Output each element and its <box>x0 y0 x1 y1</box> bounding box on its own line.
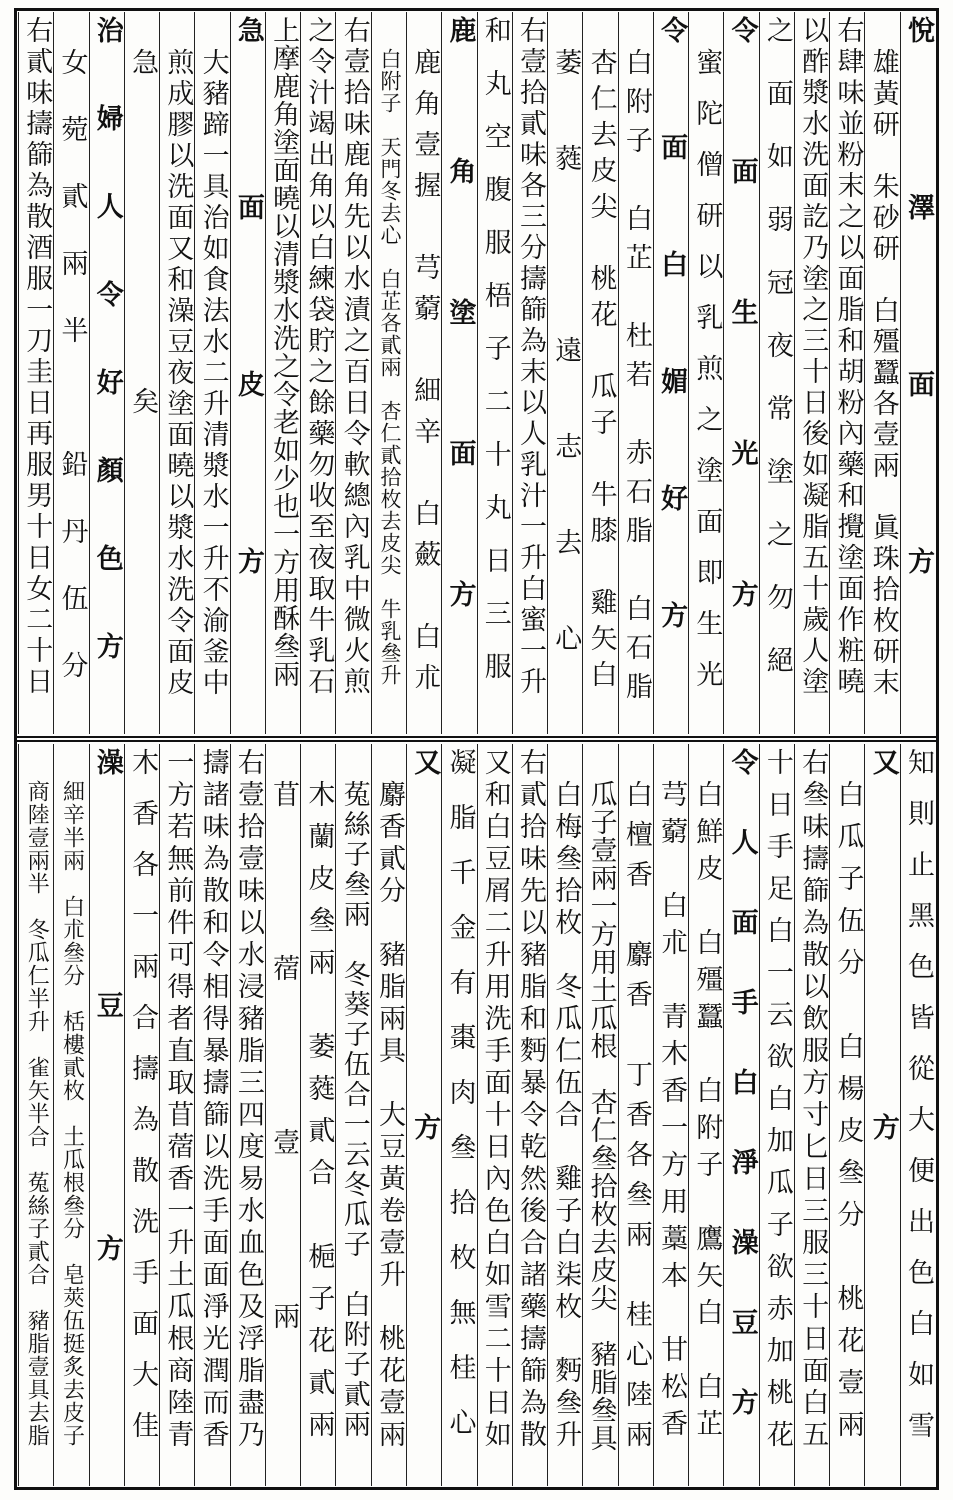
lower-column <box>477 744 512 1486</box>
recipe-text: 白瓜子伍分 白楊皮叄分 桃花壹兩 <box>832 780 864 1452</box>
recipe-text: 鹿角壹握 芎藭 細辛 白蘞 白朮 <box>409 48 441 704</box>
upper-column <box>124 12 159 734</box>
lower-column <box>194 744 229 1486</box>
recipe-text: 木香各一兩合擣為散洗手面大佳 <box>127 748 159 1462</box>
upper-column <box>829 12 864 734</box>
lower-column <box>441 744 476 1486</box>
upper-column <box>477 12 512 734</box>
recipe-title: 澡豆方 <box>91 748 123 1477</box>
lower-column <box>371 744 406 1486</box>
lower-column <box>124 744 159 1486</box>
lower-column <box>582 744 617 1486</box>
lower-column <box>759 744 794 1486</box>
lower-column <box>512 744 547 1486</box>
recipe-text: 凝脂千金有棗肉叄拾枚無桂心 <box>444 748 476 1463</box>
upper-column <box>723 12 758 734</box>
lower-column <box>794 744 829 1486</box>
upper-column <box>900 12 935 734</box>
recipe-text: 白附子 天門冬去心 白芷各貳兩 杏仁貳拾枚去皮尖 牛乳叄升 <box>377 48 402 686</box>
half-divider <box>14 736 939 742</box>
recipe-title: 鹿角塗面方 <box>444 16 476 721</box>
upper-column <box>371 12 406 734</box>
lower-column <box>159 744 194 1486</box>
recipe-text: 右壹拾味鹿角先以水漬之百日令軟總內乳中微火煎 <box>338 16 370 698</box>
recipe-text: 女菀貳兩半 鉛丹伍分 <box>56 48 88 718</box>
recipe-text: 一方若無前件可得者直取苜蓿香一升土瓜根商陸青 <box>162 748 194 1452</box>
lower-column <box>829 744 864 1486</box>
upper-column <box>53 12 88 734</box>
lower-column <box>406 744 441 1486</box>
recipe-text: 和丸空腹服梧子二十丸日三服 <box>479 16 511 705</box>
lower-column <box>335 744 370 1486</box>
lower-column <box>618 744 653 1486</box>
upper-column <box>18 12 53 734</box>
recipe-title: 又方 <box>409 748 441 1478</box>
lower-column <box>688 744 723 1486</box>
lower-column <box>900 744 935 1486</box>
lower-column <box>230 744 265 1486</box>
recipe-text: 芎藭 白朮 青木香一方用藁本 甘松香 <box>656 780 688 1446</box>
recipe-text: 麝香貳分 豬脂兩具 大豆黃卷壹升 桃花壹兩 <box>373 780 405 1452</box>
lower-column <box>18 744 53 1486</box>
lower-column <box>53 744 88 1486</box>
upper-column <box>547 12 582 734</box>
upper-column <box>89 12 124 734</box>
recipe-title: 又方 <box>867 748 899 1478</box>
recipe-text: 右壹拾壹味以水浸豬脂三四度易水血色及浮脂盡乃 <box>232 748 264 1452</box>
upper-column <box>794 12 829 734</box>
upper-column <box>653 12 688 734</box>
recipe-text: 商陸壹兩半 冬瓜仁半升 雀矢半合 菟絲子貳合 豬脂壹具去脂 <box>24 780 50 1447</box>
recipe-text: 白檀香 麝香 丁香各叄兩 桂心陸兩 <box>620 780 652 1460</box>
recipe-text: 蜜陀僧研以乳煎之塗面即生光 <box>691 48 723 711</box>
lower-column <box>723 744 758 1486</box>
recipe-text: 白鮮皮 白殭蠶 白附子 鷹矢白 白芷 <box>691 780 723 1446</box>
recipe-text: 以酢漿水洗面訖乃塗之三十日後如凝脂五十歲人塗 <box>797 16 829 698</box>
upper-half-page <box>18 12 935 734</box>
upper-column <box>406 12 441 734</box>
recipe-text: 右貳拾味先以豬脂和麪暴令乾然後合諸藥擣篩為散 <box>515 748 547 1452</box>
recipe-text: 菟絲子叄兩 冬葵子伍合一云冬瓜子 白附子貳兩 <box>338 780 370 1440</box>
upper-column <box>159 12 194 734</box>
recipe-text: 雄黃研 朱砂研 白殭蠶各壹兩 眞珠拾枚研末 <box>867 48 899 699</box>
upper-column <box>759 12 794 734</box>
recipe-text: 木蘭皮叄兩 萎蕤貳合 梔子花貳兩 <box>303 780 335 1452</box>
upper-column <box>300 12 335 734</box>
recipe-text: 又和白豆屑二升用洗手面十日內色白如雪二十日如 <box>479 748 511 1452</box>
upper-column <box>512 12 547 734</box>
lower-column <box>547 744 582 1486</box>
recipe-title: 急面皮方 <box>232 16 264 724</box>
recipe-text: 十日手足白一云欲白加瓜子欲赤加桃花 <box>761 748 793 1462</box>
lower-column <box>864 744 899 1486</box>
recipe-title: 悅澤面方 <box>902 16 934 724</box>
recipe-text: 煎成膠以洗面又和澡豆夜塗面曉以漿水洗令面皮 <box>162 48 194 699</box>
lower-column <box>89 744 124 1486</box>
recipe-text: 右貳味擣篩為散酒服一刀圭日再服男十日女二十日 <box>21 16 53 698</box>
upper-column <box>688 12 723 734</box>
recipe-title: 令面白媚好方 <box>656 16 688 718</box>
upper-column <box>265 12 300 734</box>
lower-column <box>653 744 688 1486</box>
recipe-text: 急矣 <box>127 48 159 726</box>
recipe-text: 白梅叄拾枚 冬瓜仁伍合 雞子白柒枚 麪叄升 <box>550 780 582 1452</box>
recipe-title: 令人面手白淨澡豆方 <box>726 748 758 1468</box>
recipe-text: 大豬蹄一具治如食法水二升清漿水一升不渝釜中 <box>197 48 229 699</box>
lower-column <box>300 744 335 1486</box>
lower-column <box>265 744 300 1486</box>
recipe-text: 上摩鹿角塗面曉以清漿水洗之令老如少也一方用酥叄兩 <box>268 16 300 688</box>
recipe-text: 右叄味擣篩為散以飲服方寸匕日三服三十日面白五 <box>797 748 829 1452</box>
recipe-text: 萎蕤 遠志去心 <box>550 48 582 720</box>
recipe-text: 細辛半兩 白朮叄分 栝樓貳枚 土瓜根叄分 皂莢伍挺炙去皮子 <box>59 780 85 1447</box>
recipe-text: 白附子 白芷 杜若 赤石脂 白石脂 <box>620 48 652 711</box>
recipe-text: 苜蓿壹兩 <box>268 780 300 1476</box>
recipe-title: 治婦人令好顏色方 <box>91 16 123 720</box>
recipe-text: 之令汁竭出角以白練袋貯之餘藥勿收至夜取牛乳石 <box>303 16 335 698</box>
recipe-title: 令面生光方 <box>726 16 758 721</box>
recipe-text: 杏仁去皮尖 桃花 瓜子 牛膝 雞矢白 <box>585 48 617 696</box>
lower-half-page <box>18 744 935 1486</box>
recipe-text: 右壹拾貳味各三分擣篩為末以人乳汁一升白蜜一升 <box>515 16 547 698</box>
upper-column <box>582 12 617 734</box>
recipe-text: 瓜子壹兩一方用土瓜根 杏仁叄拾枚去皮尖 豬脂叄具 <box>585 780 617 1452</box>
upper-column <box>618 12 653 734</box>
upper-column <box>441 12 476 734</box>
upper-column <box>194 12 229 734</box>
upper-column <box>230 12 265 734</box>
upper-column <box>864 12 899 734</box>
recipe-text: 擣諸味為散和令相得暴擣篩以洗手面面淨光潤而香 <box>197 748 229 1452</box>
recipe-text: 之面如弱冠夜常塗之勿絕 <box>761 16 793 709</box>
upper-column <box>335 12 370 734</box>
recipe-text: 知則止黑色皆從大便出色白如雪 <box>902 748 934 1462</box>
recipe-text: 右肆味並粉末之以面脂和胡粉內藥和攪塗面作粧曉 <box>832 16 864 698</box>
